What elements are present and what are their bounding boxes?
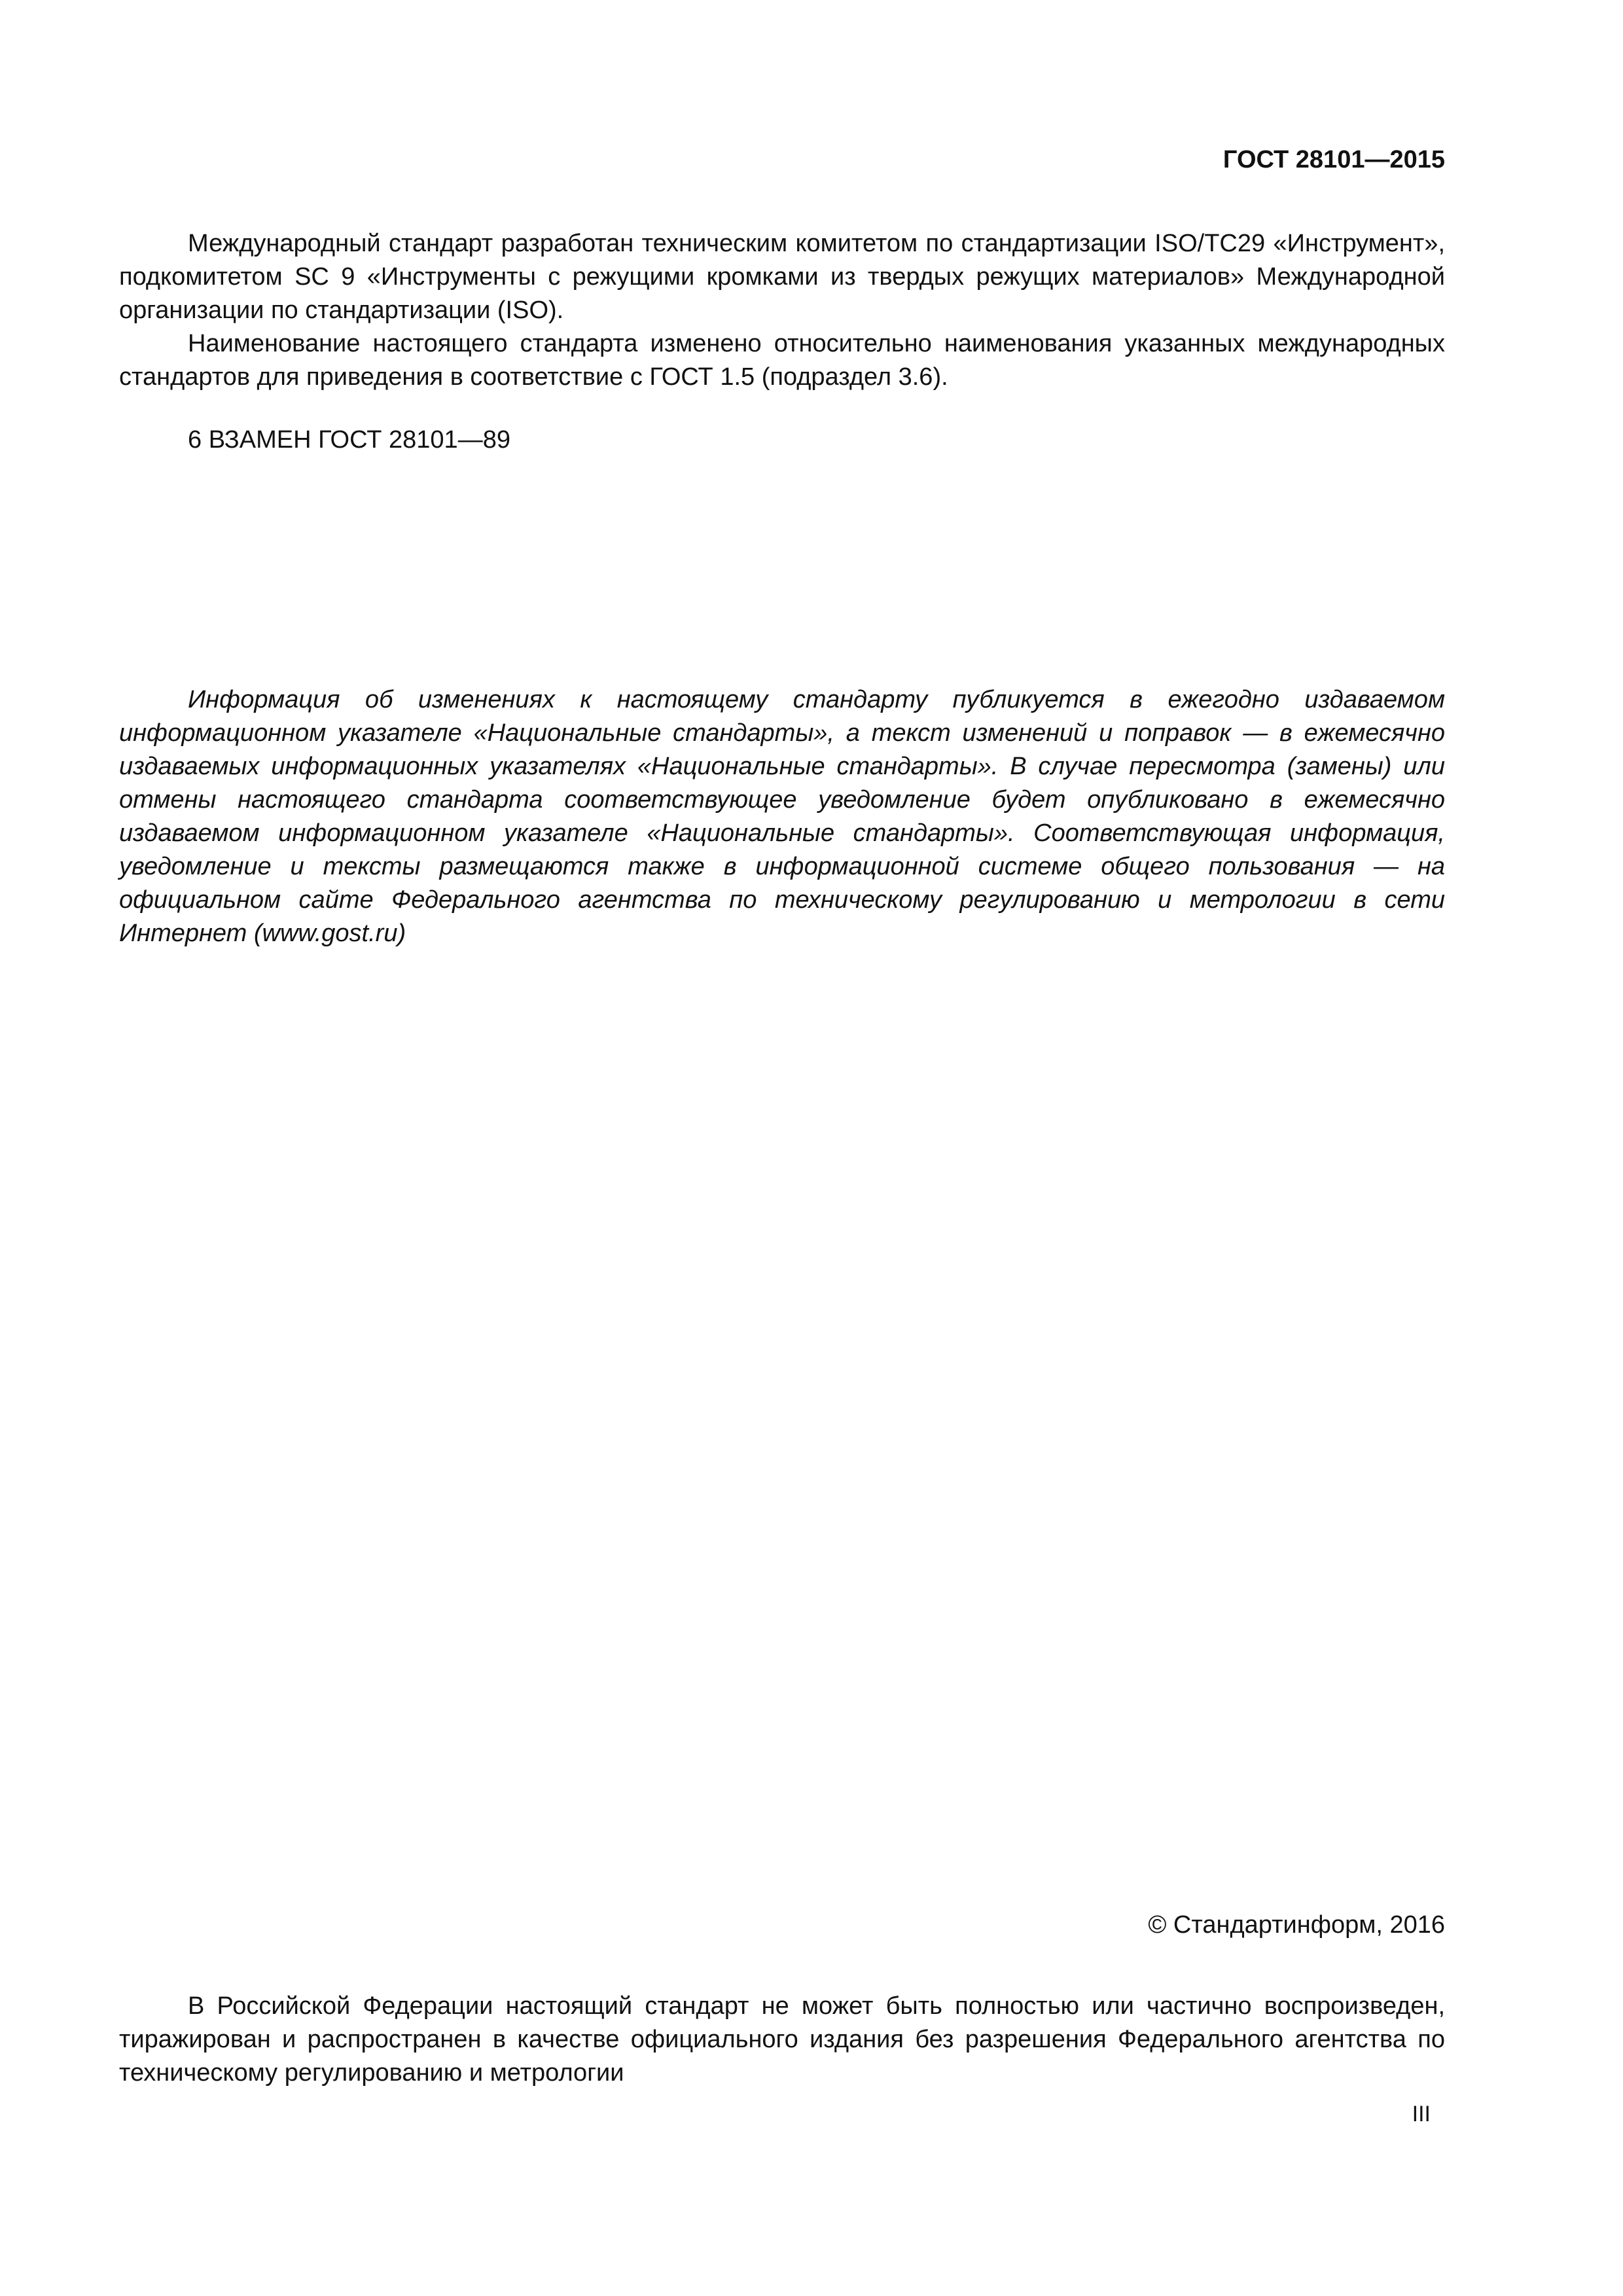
amendment-info-block <box>119 683 1445 950</box>
origin-paragraph: Международный стандарт разработан техническим комитетом по стандартизации ISO/TC29 «Инструмент», подкомитетом SC 9 «Инструменты с режущими кромками из твердых режущих материалов» Международной организации по стандартизации (ISO). <box>119 230 1445 324</box>
standard-origin-section <box>119 227 1445 394</box>
document-id-header: ГОСТ 28101—2015 <box>1222 146 1445 173</box>
replacement-item: 6 ВЗАМЕН ГОСТ 28101—89 <box>188 426 510 454</box>
amendment-info-paragraph: Информация об изменениях к настоящему стандарту публикуется в ежегодно издаваемом информационном указателе «Национальные стандарты», а текст изменений и поправок — в ежемесячно издаваемых информационных указателях «Национальные стандарты». В случае пересмотра (замены) или отмены настоящего стандарта соответствующее уведомление будет опубликовано в ежемесячно издаваемом информационном указателе «Национальные стандарты». Соответствующая информация, уведомление и тексты размещаются также в информационной системе общего пользования — на официальном сайте Федерального агентства по техническому регулированию и метрологии в сети Интернет (www.gost.ru) <box>119 686 1445 947</box>
reprint-notice-paragraph: В Российской Федерации настоящий стандарт не может быть полностью или частично воспроизведен, тиражирован и распространен в качестве официального издания без разрешения Федерального агентства по техническому регулированию и метрологии <box>119 1992 1445 2087</box>
replacement-section <box>119 423 1445 457</box>
reprint-notice-section <box>119 1990 1445 2090</box>
page-number: III <box>1412 2102 1431 2126</box>
copyright-notice: © Стандартинформ, 2016 <box>1148 1911 1445 1939</box>
name-change-paragraph: Наименование настоящего стандарта изменено относительно наименования указанных международных стандартов для приведения в соответствие с ГОСТ 1.5 (подраздел 3.6). <box>119 330 1445 391</box>
